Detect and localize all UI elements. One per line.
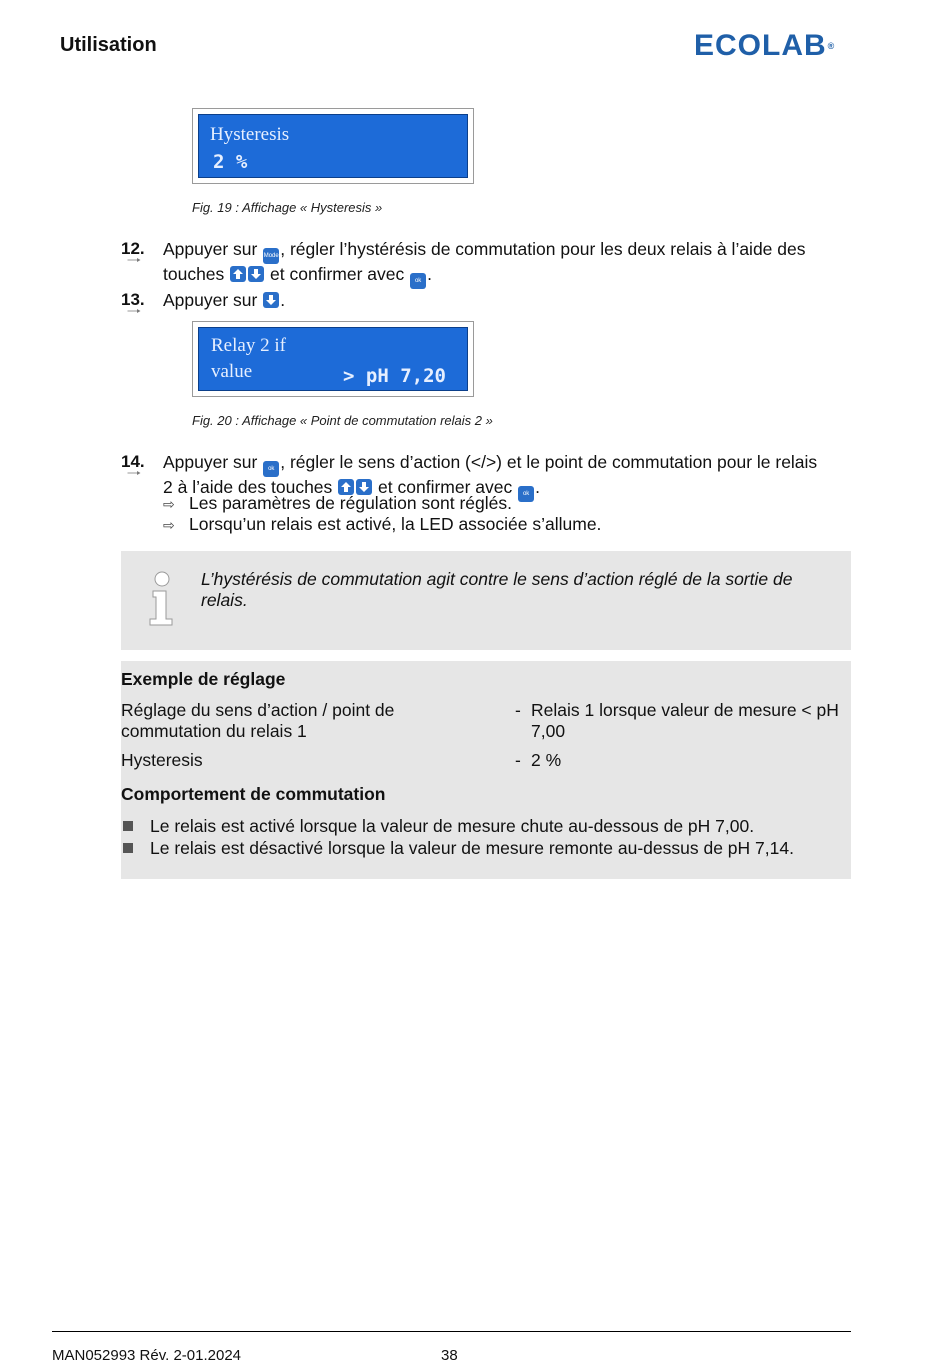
ok-key-icon: ok (410, 273, 426, 289)
step-12-text: Appuyer sur Mode, régler l’hystérésis de commutation pour les deux relais à l’aide des touches et confirmer avec ok . (163, 239, 853, 289)
footer-document-id: MAN052993 Rév. 2-01.2024 (52, 1347, 242, 1364)
example-row-1-dash: - (515, 700, 521, 720)
hysteresis-display (198, 114, 468, 178)
behaviour-bullet-2: Le relais est désactivé lorsque la valeur de mesure remonte au-dessus de pH 7,14. (123, 838, 794, 859)
step-14-result-1: ⇨ Les paramètres de régulation sont réglés. (163, 493, 512, 513)
logo-text: ECOLAB (694, 29, 827, 62)
info-icon (147, 571, 177, 627)
hysteresis-display-frame (192, 108, 474, 184)
display-line-2: 2 % (213, 151, 248, 173)
ok-key-icon: ok (263, 461, 279, 477)
example-settings-box (121, 661, 851, 879)
square-bullet-icon (123, 843, 133, 853)
ecolab-logo (694, 30, 844, 62)
behaviour-title: Comportement de commutation (121, 784, 386, 804)
display-switch-value: > pH 7,20 (343, 365, 446, 387)
footer-page-number: 38 (441, 1347, 458, 1364)
step-number-12: 12. (121, 239, 161, 259)
step-arrow-icon (121, 309, 147, 313)
ok-key-icon: ok (518, 486, 534, 502)
mode-key-icon: Mode (263, 248, 279, 264)
step-number-14: 14. (121, 452, 161, 472)
result-arrow-icon: ⇨ (163, 496, 175, 512)
relay2-display (198, 327, 468, 391)
info-note-text: L’hystérésis de commutation agit contre le sens d’action réglé de la sortie de relais. (201, 569, 793, 610)
step-arrow-icon (121, 258, 147, 262)
example-row-1-label: Réglage du sens d’action / point de commutation du relais 1 (121, 700, 395, 741)
example-row-2-label: Hysteresis (121, 750, 203, 770)
square-bullet-icon (123, 821, 133, 831)
example-title: Exemple de réglage (121, 669, 286, 689)
display-line-1: Hysteresis (210, 124, 290, 145)
figure-19-caption: Fig. 19 : Affichage « Hysteresis » (192, 200, 383, 215)
step-number-13: 13. (121, 290, 161, 310)
display-line-1: Relay 2 if (211, 335, 286, 356)
display-line-2: value (211, 361, 253, 382)
figure-20-caption: Fig. 20 : Affichage « Point de commutation relais 2 » (192, 413, 493, 428)
behaviour-bullet-1: Le relais est activé lorsque la valeur de mesure chute au-dessous de pH 7,00. (123, 816, 754, 837)
step-13-text: Appuyer sur . (163, 290, 286, 310)
logo-registered-mark: ® (827, 41, 836, 51)
relay2-display-frame (192, 321, 474, 397)
example-row-2-dash: - (515, 750, 521, 770)
info-note-box (121, 551, 851, 650)
page-section-title: Utilisation (60, 34, 157, 56)
arrow-up-key-icon (230, 266, 246, 282)
step-14-result-2: ⇨ Lorsqu’un relais est activé, la LED associée s’allume. (163, 514, 602, 534)
step-arrow-icon (121, 471, 147, 475)
arrow-down-key-icon (248, 266, 264, 282)
example-row-1-value: Relais 1 lorsque valeur de mesure < pH 7,00 (531, 700, 839, 741)
step-14-text: Appuyer sur ok , régler le sens d’action (</>) et le point de commutation pour le relais 2 à l’aide des touches et confirmer avec ok . (163, 452, 853, 502)
footer-divider (52, 1331, 851, 1332)
example-row-2-value: 2 % (531, 750, 562, 770)
result-arrow-icon: ⇨ (163, 517, 175, 533)
arrow-down-key-icon (263, 292, 279, 308)
